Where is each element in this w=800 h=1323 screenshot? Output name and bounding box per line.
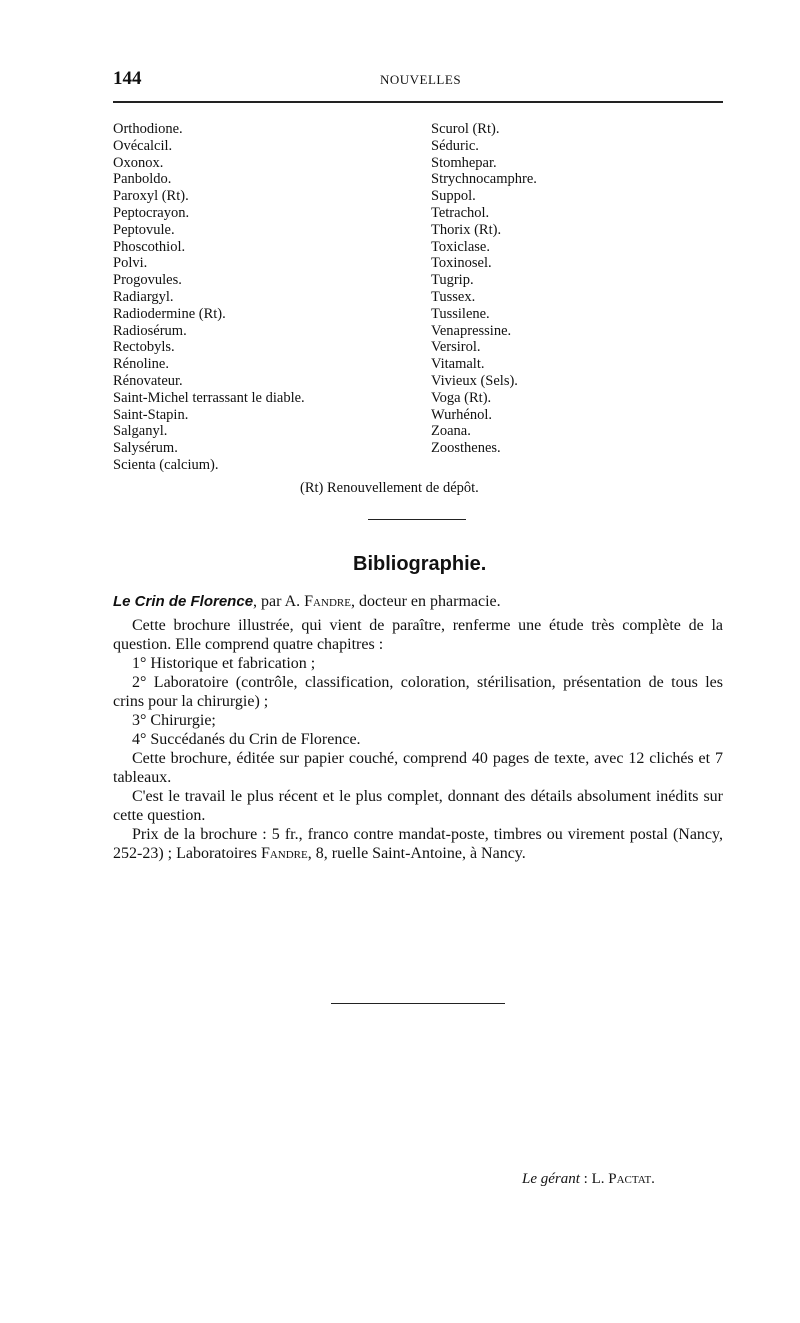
list-item: Saint-Michel terrassant le diable.	[113, 389, 305, 406]
list-item: Tussex.	[431, 288, 476, 305]
gerant-separator: : L.	[579, 1171, 609, 1187]
list-item: Versirol.	[431, 339, 481, 356]
address-text: , 8, ruelle Saint-Antoine, à Nancy.	[307, 845, 526, 862]
product-list-right	[431, 121, 537, 457]
list-item: Scurol (Rt).	[431, 121, 500, 137]
chapter-item: 2° Laboratoire (contrôle, classification, coloration, stérilisation, présentation de tous les crins pour la chirurgie) ;	[113, 674, 723, 710]
list-item: Toxiclase.	[431, 238, 490, 255]
book-title: Le Crin de Florence	[113, 593, 254, 610]
list-item: Tussilene.	[431, 305, 490, 322]
list-item: Phoscothiol.	[113, 238, 186, 255]
author-name: Fandre	[304, 593, 351, 610]
list-item: Wurhénol.	[431, 406, 493, 423]
header-rule	[113, 101, 723, 103]
book-citation	[113, 592, 723, 611]
gerant-name: Pactat.	[608, 1171, 655, 1187]
end-rule	[331, 1003, 505, 1004]
list-item: Radiargyl.	[113, 288, 174, 305]
list-item: Vitamalt.	[431, 356, 485, 373]
list-item: Panboldo.	[113, 171, 172, 188]
section-title: Bibliographie.	[353, 553, 487, 575]
citation-by: , par A.	[253, 593, 305, 610]
list-item: Paroxyl (Rt).	[113, 188, 189, 205]
list-item: Orthodione.	[113, 121, 183, 137]
list-item: Progovules.	[113, 272, 182, 289]
list-item: Séduric.	[431, 137, 479, 154]
list-item: Vivieux (Sels).	[431, 372, 518, 389]
list-item: Peptocrayon.	[113, 204, 190, 221]
list-item: Thorix (Rt).	[431, 221, 502, 238]
product-list-left	[113, 121, 305, 474]
running-head: NOUVELLES	[380, 72, 462, 87]
page-number: 144	[113, 68, 142, 89]
list-item: Zoana.	[431, 423, 471, 440]
list-item: Radiodermine (Rt).	[113, 305, 226, 322]
list-item: Rectobyls.	[113, 339, 175, 356]
list-item: Tetrachol.	[431, 204, 490, 221]
list-item: Salysérum.	[113, 440, 178, 457]
list-item: Scienta (calcium).	[113, 456, 219, 473]
list-item: Strychnocamphre.	[431, 171, 537, 188]
list-item: Zoosthenes.	[431, 440, 501, 457]
author-description: , docteur en pharmacie.	[350, 593, 501, 610]
chapter-item: 3° Chirurgie;	[132, 712, 216, 729]
laboratory-name: Fandre	[260, 845, 308, 862]
gerant-label: Le gérant	[522, 1171, 580, 1187]
bibliography-body	[113, 592, 723, 863]
list-item: Oxonox.	[113, 154, 164, 171]
list-item: Rénoline.	[113, 356, 169, 373]
chapter-item: 1° Historique et fabrication ;	[132, 655, 316, 672]
list-item: Salganyl.	[113, 423, 168, 440]
list-item: Ovécalcil.	[113, 137, 173, 154]
price-paragraph	[113, 825, 723, 863]
list-item: Rénovateur.	[113, 372, 183, 389]
chapter-item: 4° Succédanés du Crin de Florence.	[132, 731, 361, 748]
list-item: Tugrip.	[431, 272, 474, 289]
list-item: Venapressine.	[431, 322, 512, 339]
price-text: Prix de la brochure : 5 fr., franco contre mandat-poste, timbres ou virement postal (Nancy, 252-23) ; Laboratoires	[113, 826, 723, 862]
list-item: Peptovule.	[113, 221, 175, 238]
list-item: Voga (Rt).	[431, 389, 492, 406]
renewal-note: (Rt) Renouvellement de dépôt.	[300, 480, 479, 496]
pages-paragraph: Cette brochure, éditée sur papier couché, comprend 40 pages de texte, avec 12 clichés et 7 tableaux.	[113, 750, 723, 786]
list-item: Stomhepar.	[431, 154, 497, 171]
list-item: Toxinosel.	[431, 255, 492, 272]
work-paragraph: C'est le travail le plus récent et le plus complet, donnant des détails absolument inédits sur cette question.	[113, 788, 723, 824]
intro-paragraph: Cette brochure illustrée, qui vient de paraître, renferme une étude très complète de la question. Elle comprend quatre chapitres :	[113, 617, 723, 653]
list-item: Suppol.	[431, 188, 476, 205]
list-item: Saint-Stapin.	[113, 406, 189, 423]
list-item: Radiosérum.	[113, 322, 187, 339]
list-item: Polvi.	[113, 255, 148, 272]
gerant-signature	[522, 1171, 655, 1188]
section-divider	[368, 519, 466, 520]
